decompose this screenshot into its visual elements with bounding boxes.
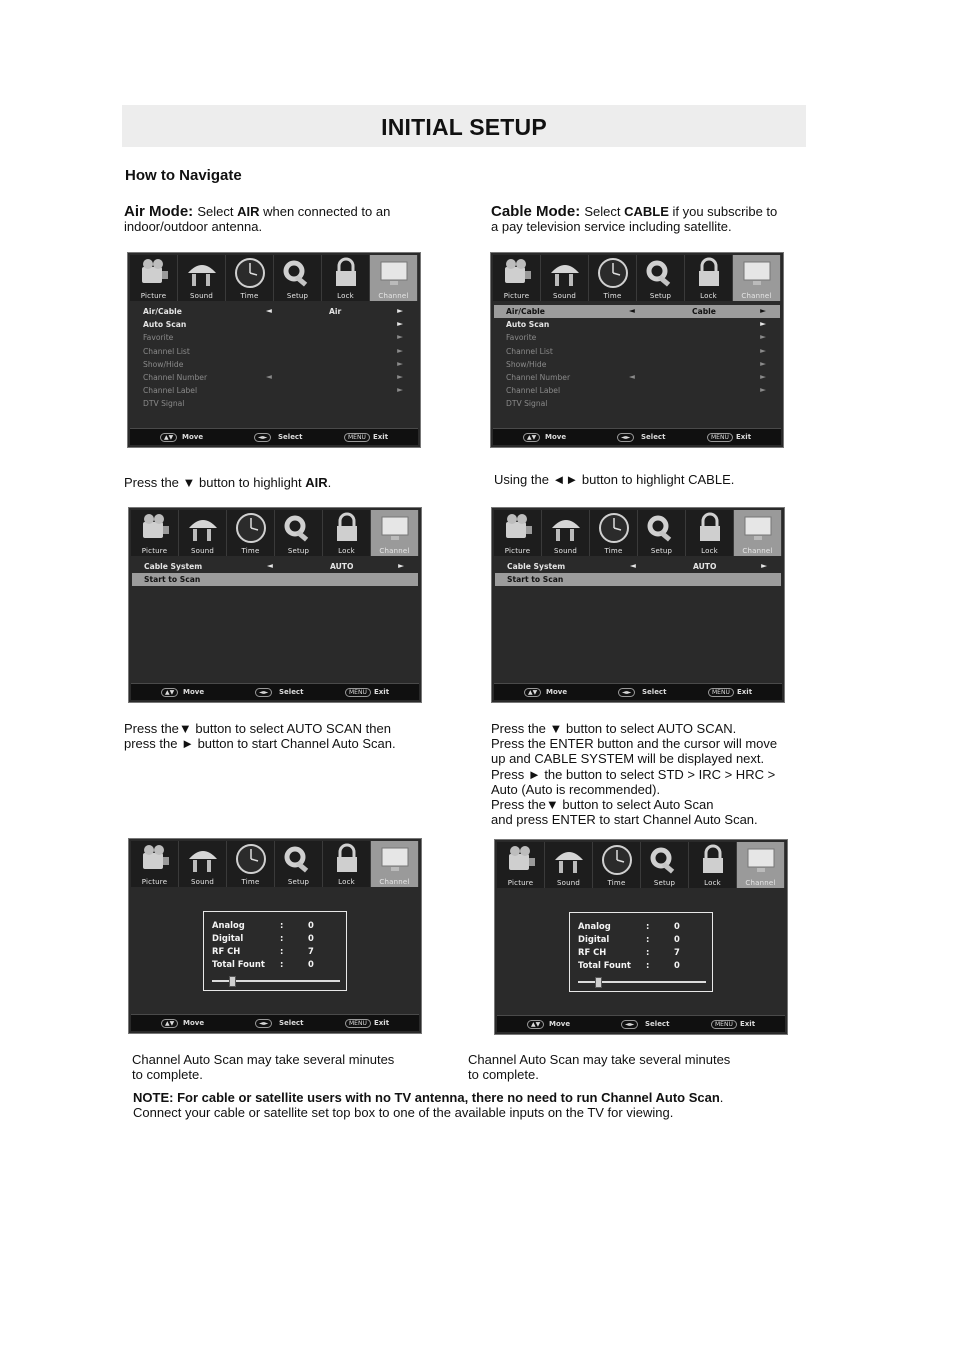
- menu-item-label: Start to Scan: [507, 575, 564, 585]
- select-hint: Select: [641, 433, 666, 441]
- menu-item-label: Channel Label: [143, 386, 198, 396]
- tab-picture[interactable]: [494, 510, 542, 556]
- cable-mode-label: Cable Mode: [491, 203, 576, 220]
- move-key-icon: ▲▼: [160, 433, 177, 442]
- tab-setup[interactable]: [275, 841, 323, 887]
- move-hint: Move: [183, 688, 205, 696]
- move-hint: Move: [545, 433, 567, 441]
- menu-key-icon: MENU: [344, 433, 370, 442]
- menu-key-icon: MENU: [345, 688, 371, 697]
- menu-item-label: Start to Scan: [144, 575, 201, 585]
- menu-item-label: Air/Cable: [506, 307, 545, 316]
- tab-label: Channel: [379, 547, 410, 555]
- tab-setup[interactable]: [638, 510, 686, 556]
- select-hint: Select: [279, 688, 304, 696]
- tab-lock[interactable]: [323, 510, 371, 556]
- tab-sound[interactable]: [178, 255, 226, 301]
- right-arrow-icon: ►: [760, 306, 766, 315]
- menu-item-label: Channel List: [143, 346, 190, 356]
- left-arrow-icon: ◄: [629, 371, 635, 381]
- tab-lock[interactable]: [322, 255, 370, 301]
- tab-label: Picture: [141, 547, 168, 555]
- title-bar: [122, 105, 806, 147]
- select-key-icon: ◄►: [618, 688, 635, 697]
- tab-label: Channel: [379, 878, 410, 886]
- tab-picture[interactable]: [497, 842, 545, 888]
- tab-label: Picture: [507, 879, 534, 887]
- tab-label: Sound: [552, 292, 577, 300]
- scan-status-label: Digital: [212, 933, 244, 943]
- air-mode-intro: Air Mode: Select AIR when connected to an indoor/outdoor antenna.: [124, 203, 391, 235]
- right-arrow-icon: ►: [760, 371, 766, 381]
- tab-label: Lock: [337, 292, 354, 300]
- scan-status-value: 0: [308, 920, 314, 930]
- scan-status-value: 0: [674, 960, 680, 970]
- air-auto-scan-steps: Press the▼ button to select AUTO SCAN then press the ► button to start Channel Auto Scan.: [124, 721, 396, 752]
- tab-label: Sound: [190, 547, 215, 555]
- move-hint: Move: [182, 433, 204, 441]
- scan-progress-knob: [595, 977, 602, 988]
- select-hint: Select: [279, 1019, 304, 1027]
- tab-label: Sound: [556, 879, 581, 887]
- tab-sound[interactable]: [179, 841, 227, 887]
- tab-label: Picture: [141, 878, 168, 886]
- right-arrow-icon: ►: [397, 371, 403, 381]
- tab-label: Sound: [189, 292, 214, 300]
- scan-status-value: 0: [674, 921, 680, 931]
- scan-status-label: Analog: [578, 921, 611, 931]
- menu-tab-bar: [131, 510, 419, 556]
- menu-item-label: Channel Label: [506, 386, 561, 396]
- select-hint: Select: [645, 1020, 670, 1028]
- tab-label: Time: [240, 292, 259, 300]
- scan-status-label: Total Fount: [578, 960, 631, 970]
- tab-label: Time: [241, 547, 260, 555]
- page-title: INITIAL SETUP: [381, 114, 547, 140]
- tab-sound[interactable]: [541, 255, 589, 301]
- tab-picture[interactable]: [493, 255, 541, 301]
- select-key-icon: ◄►: [255, 1019, 272, 1028]
- scan-status-row: RF CH : 7: [578, 947, 680, 957]
- cable-keyword: CABLE: [624, 204, 669, 219]
- menu-item-label: Channel Number: [506, 372, 571, 382]
- note: NOTE: For cable or satellite users with no TV antenna, there no need to run Channel Auto Scan. Connect your cable or satellite set top box to one of the available inputs on the TV for viewing.: [133, 1090, 724, 1121]
- menu-item-label: Channel List: [506, 346, 553, 356]
- right-arrow-icon: ►: [760, 385, 766, 395]
- tab-label: Sound: [553, 547, 578, 555]
- menu-item[interactable]: [495, 573, 781, 586]
- tab-sound[interactable]: [179, 510, 227, 556]
- scan-progress-knob: [229, 976, 236, 987]
- exit-hint: Exit: [740, 1020, 756, 1028]
- menu-item[interactable]: [131, 318, 417, 331]
- exit-hint: Exit: [737, 688, 753, 696]
- menu-tab-bar: [131, 841, 419, 887]
- right-arrow-icon: ►: [398, 561, 404, 570]
- exit-hint: Exit: [373, 433, 389, 441]
- menu-item-value: AUTO: [330, 562, 354, 571]
- tab-label: Channel: [742, 547, 773, 555]
- air-scan-menu-screen: [128, 507, 422, 703]
- tab-label: Lock: [701, 547, 718, 555]
- scan-status-value: 0: [308, 959, 314, 969]
- menu-tab-bar: [497, 842, 785, 888]
- tab-label: Setup: [649, 292, 672, 300]
- right-arrow-icon: ►: [397, 385, 403, 395]
- tab-label: Setup: [650, 547, 673, 555]
- menu-footer: [131, 683, 419, 700]
- menu-item-label: Air/Cable: [143, 307, 182, 316]
- menu-item[interactable]: [494, 371, 780, 384]
- move-hint: Move: [183, 1019, 205, 1027]
- right-arrow-icon: ►: [397, 332, 403, 342]
- right-arrow-icon: ►: [397, 306, 403, 315]
- move-key-icon: ▲▼: [161, 1019, 178, 1028]
- right-arrow-icon: ►: [397, 345, 403, 355]
- menu-item[interactable]: [132, 560, 418, 573]
- scan-status-panel: [569, 912, 713, 992]
- air-keyword: AIR: [237, 204, 260, 219]
- move-key-icon: ▲▼: [161, 688, 178, 697]
- menu-item-label: Auto Scan: [506, 320, 550, 330]
- menu-list: [131, 305, 417, 411]
- menu-item-label: DTV Signal: [506, 399, 548, 409]
- left-arrow-icon: ◄: [630, 561, 636, 570]
- tab-label: Picture: [140, 292, 167, 300]
- menu-item-label: DTV Signal: [143, 399, 185, 409]
- menu-tab-bar: [494, 510, 782, 556]
- tab-sound[interactable]: [542, 510, 590, 556]
- scan-status-row: Digital : 0: [212, 933, 314, 943]
- cable-scan-progress-screen: [494, 839, 788, 1035]
- menu-item[interactable]: [131, 371, 417, 384]
- menu-item-label: Show/Hide: [506, 359, 547, 369]
- menu-list: [132, 560, 418, 586]
- menu-item[interactable]: [494, 358, 780, 371]
- move-hint: Move: [546, 688, 568, 696]
- scan-status-value: 0: [674, 934, 680, 944]
- menu-key-icon: MENU: [345, 1019, 371, 1028]
- cable-scan-menu-screen: [491, 507, 785, 703]
- exit-hint: Exit: [736, 433, 752, 441]
- menu-key-icon: MENU: [708, 688, 734, 697]
- tab-label: Setup: [653, 879, 676, 887]
- tab-label: Time: [607, 879, 626, 887]
- tab-lock[interactable]: [323, 841, 371, 887]
- menu-item[interactable]: [131, 331, 417, 344]
- menu-item[interactable]: [494, 331, 780, 344]
- tab-label: Time: [603, 292, 622, 300]
- menu-item[interactable]: [494, 318, 780, 331]
- air-highlight-caption: Press the ▼ button to highlight AIR.: [124, 475, 332, 490]
- scan-status-label: RF CH: [578, 947, 607, 957]
- menu-footer: [131, 1014, 419, 1031]
- tab-channel[interactable]: [371, 510, 419, 556]
- cable-channel-menu-screen: [490, 252, 784, 448]
- section-heading: How to Navigate: [125, 167, 242, 184]
- tab-setup[interactable]: [641, 842, 689, 888]
- scan-status-row: Analog : 0: [578, 921, 680, 931]
- tab-label: Lock: [338, 547, 355, 555]
- select-key-icon: ◄►: [617, 433, 634, 442]
- tab-time[interactable]: [589, 255, 637, 301]
- tab-label: Channel: [745, 879, 776, 887]
- air-scan-time-caption: Channel Auto Scan may take several minutes to complete.: [132, 1052, 395, 1083]
- tab-setup[interactable]: [275, 510, 323, 556]
- menu-item[interactable]: [494, 345, 780, 358]
- menu-item-label: Channel Number: [143, 372, 208, 382]
- tab-time[interactable]: [593, 842, 641, 888]
- left-arrow-icon: ◄: [267, 561, 273, 570]
- tab-channel[interactable]: [371, 841, 419, 887]
- cable-highlight-caption: Using the ◄► button to highlight CABLE.: [494, 472, 735, 487]
- tab-time[interactable]: [227, 510, 275, 556]
- tab-label: Channel: [378, 292, 409, 300]
- move-key-icon: ▲▼: [524, 688, 541, 697]
- menu-footer: [497, 1015, 785, 1032]
- air-mode-label: Air Mode: [124, 203, 189, 220]
- tab-label: Picture: [504, 547, 531, 555]
- tab-label: Channel: [741, 292, 772, 300]
- menu-item-value: Cable: [692, 307, 716, 316]
- tab-label: Lock: [704, 879, 721, 887]
- right-arrow-icon: ►: [760, 332, 766, 342]
- menu-item[interactable]: [131, 358, 417, 371]
- tab-lock[interactable]: [689, 842, 737, 888]
- tab-channel[interactable]: [370, 255, 418, 301]
- tab-setup[interactable]: [637, 255, 685, 301]
- tab-channel[interactable]: [734, 510, 782, 556]
- select-key-icon: ◄►: [254, 433, 271, 442]
- menu-item[interactable]: [494, 397, 780, 410]
- tab-channel[interactable]: [733, 255, 781, 301]
- scan-status-label: Analog: [212, 920, 245, 930]
- menu-item[interactable]: [131, 397, 417, 410]
- right-arrow-icon: ►: [760, 358, 766, 368]
- scan-status-value: 7: [308, 946, 314, 956]
- menu-item-label: Cable System: [507, 562, 566, 571]
- scan-status-label: RF CH: [212, 946, 241, 956]
- tab-lock[interactable]: [686, 510, 734, 556]
- right-arrow-icon: ►: [397, 358, 403, 368]
- menu-item[interactable]: [131, 305, 417, 318]
- menu-item[interactable]: [132, 573, 418, 586]
- scan-status-value: 7: [674, 947, 680, 957]
- menu-item[interactable]: [494, 305, 780, 318]
- tab-sound[interactable]: [545, 842, 593, 888]
- scan-status-row: Digital : 0: [578, 934, 680, 944]
- select-hint: Select: [278, 433, 303, 441]
- right-arrow-icon: ►: [397, 319, 403, 329]
- tab-picture[interactable]: [131, 841, 179, 887]
- menu-list: [494, 305, 780, 411]
- tab-label: Lock: [338, 878, 355, 886]
- tab-time[interactable]: [227, 841, 275, 887]
- tab-picture[interactable]: [130, 255, 178, 301]
- scan-status-value: 0: [308, 933, 314, 943]
- tab-label: Picture: [503, 292, 530, 300]
- cable-scan-time-caption: Channel Auto Scan may take several minutes to complete.: [468, 1052, 731, 1083]
- menu-item-value: AUTO: [693, 562, 717, 571]
- menu-footer: [130, 428, 418, 445]
- left-arrow-icon: ◄: [629, 306, 635, 315]
- air-channel-menu-screen: [127, 252, 421, 448]
- tab-lock[interactable]: [685, 255, 733, 301]
- menu-list: [495, 560, 781, 586]
- menu-footer: [494, 683, 782, 700]
- tab-time[interactable]: [226, 255, 274, 301]
- left-arrow-icon: ◄: [266, 371, 272, 381]
- move-key-icon: ▲▼: [527, 1020, 544, 1029]
- exit-hint: Exit: [374, 1019, 390, 1027]
- select-hint: Select: [642, 688, 667, 696]
- air-scan-progress-screen: [128, 838, 422, 1034]
- tab-time[interactable]: [590, 510, 638, 556]
- menu-item[interactable]: [131, 345, 417, 358]
- menu-key-icon: MENU: [707, 433, 733, 442]
- scan-status-label: Digital: [578, 934, 610, 944]
- note-label: NOTE: [133, 1090, 170, 1105]
- scan-status-panel: [203, 911, 347, 991]
- tab-label: Sound: [190, 878, 215, 886]
- select-key-icon: ◄►: [255, 688, 272, 697]
- right-arrow-icon: ►: [761, 561, 767, 570]
- menu-key-icon: MENU: [711, 1020, 737, 1029]
- menu-item-value: Air: [329, 307, 342, 316]
- move-hint: Move: [549, 1020, 571, 1028]
- menu-item-label: Auto Scan: [143, 320, 187, 330]
- scan-status-row: Total Fount : 0: [212, 959, 314, 969]
- menu-item-label: Favorite: [143, 333, 174, 343]
- select-key-icon: ◄►: [621, 1020, 638, 1029]
- menu-tab-bar: [130, 255, 418, 301]
- right-arrow-icon: ►: [760, 319, 766, 329]
- tab-label: Setup: [286, 292, 309, 300]
- tab-setup[interactable]: [274, 255, 322, 301]
- menu-item-label: Show/Hide: [143, 359, 184, 369]
- menu-item-label: Favorite: [506, 333, 537, 343]
- menu-item[interactable]: [495, 560, 781, 573]
- tab-channel[interactable]: [737, 842, 785, 888]
- tab-label: Setup: [287, 547, 310, 555]
- scan-status-row: RF CH : 7: [212, 946, 314, 956]
- cable-mode-intro: Cable Mode: Select CABLE if you subscribe to a pay television service including satellite.: [491, 203, 778, 235]
- tab-label: Lock: [700, 292, 717, 300]
- menu-footer: [493, 428, 781, 445]
- exit-hint: Exit: [374, 688, 390, 696]
- cable-auto-scan-steps: Press the ▼ button to select AUTO SCAN. Press the ENTER button and the cursor will move up and CABLE SYSTEM will be displayed next. Press ► the button to select STD > IRC > HRC > Auto (Auto is recommended). Press the▼ button to select Auto Scan and press ENTER to start Channel Auto Scan.: [491, 721, 778, 828]
- move-key-icon: ▲▼: [523, 433, 540, 442]
- scan-status-row: Analog : 0: [212, 920, 314, 930]
- tab-picture[interactable]: [131, 510, 179, 556]
- menu-item[interactable]: [494, 384, 780, 397]
- right-arrow-icon: ►: [760, 345, 766, 355]
- tab-label: Setup: [287, 878, 310, 886]
- menu-item[interactable]: [131, 384, 417, 397]
- tab-label: Time: [604, 547, 623, 555]
- tab-label: Time: [241, 878, 260, 886]
- menu-item-label: Cable System: [144, 562, 203, 571]
- scan-status-label: Total Fount: [212, 959, 265, 969]
- scan-status-row: Total Fount : 0: [578, 960, 680, 970]
- left-arrow-icon: ◄: [266, 306, 272, 315]
- menu-tab-bar: [493, 255, 781, 301]
